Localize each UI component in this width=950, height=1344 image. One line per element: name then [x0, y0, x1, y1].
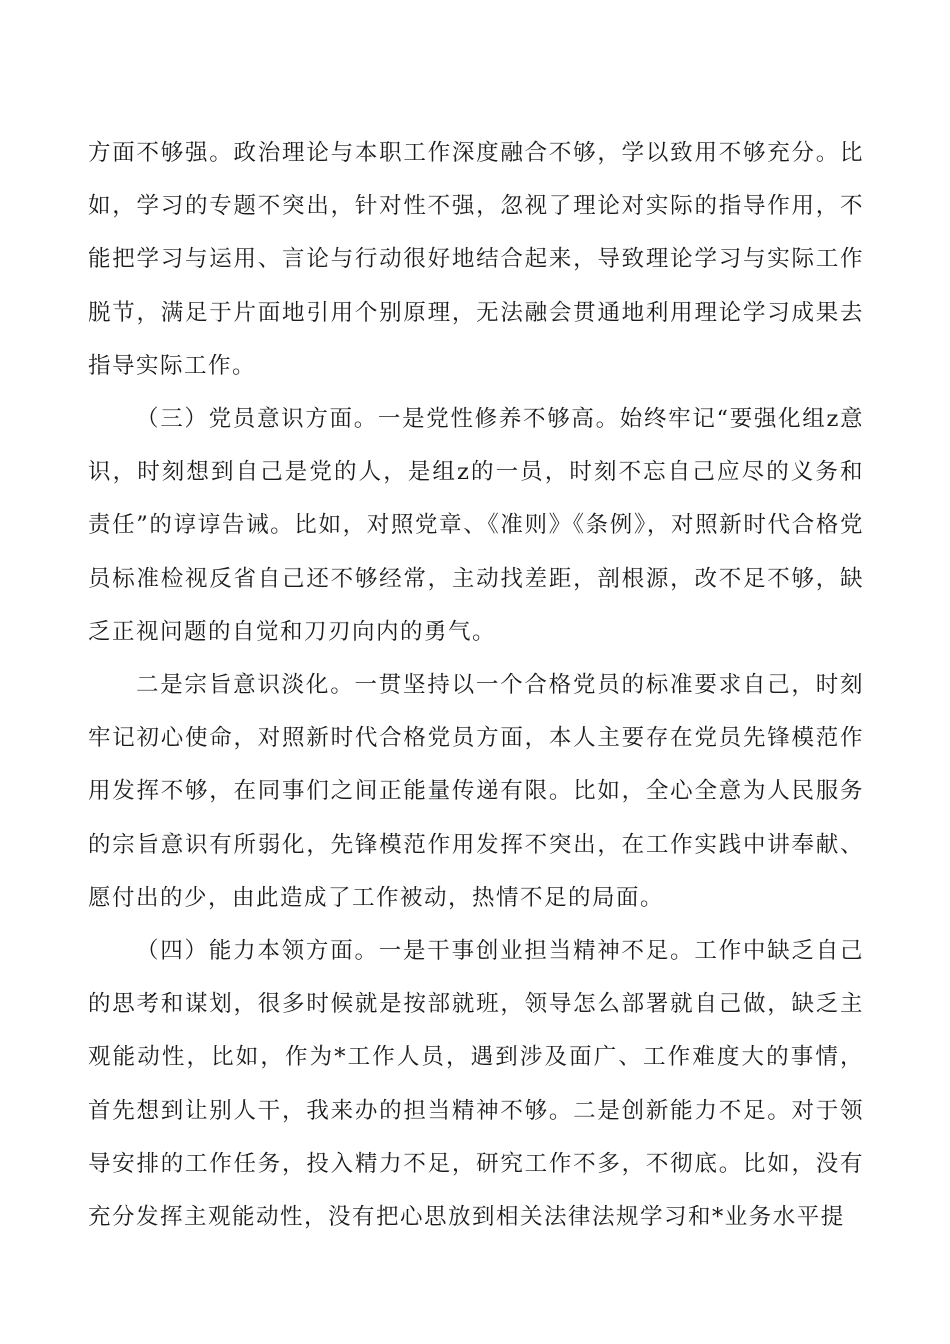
paragraph-purpose-awareness: 二是宗旨意识淡化。一贯坚持以一个合格党员的标准要求自己，时刻牢记初心使命，对照新时代合格党员方面，本人主要存在党员先锋模范作用发挥不够，在同事们之间正能量传递有限。比如，全心全意为人民服务的宗旨意识有所弱化，先锋模范作用发挥不突出，在工作实践中讲奉献、愿付出的少，由此造成了工作被动，热情不足的局面。 [88, 672, 864, 911]
document-body [88, 127, 864, 1244]
paragraph-party-awareness: （三）党员意识方面。一是党性修养不够高。始终牢记“要强化组z意识，时刻想到自己是党的人，是组z的一员，时刻不忘自己应尽的义务和责任”的谆谆告诫。比如，对照党章、《准则》《条例》，对照新时代合格党员标准检视反省自己还不够经常，主动找差距，剖根源，改不足不够，缺乏正视问题的自觉和刀刃向内的勇气。 [88, 406, 864, 645]
paragraph-ability: （四）能力本领方面。一是干事创业担当精神不足。工作中缺乏自己的思考和谋划，很多时候就是按部就班，领导怎么部署就自己做，缺乏主观能动性，比如，作为*工作人员，遇到涉及面广、工作难度大的事情，首先想到让别人干，我来办的担当精神不够。二是创新能力不足。对于领导安排的工作任务，投入精力不足，研究工作不多，不彻底。比如，没有充分发挥主观能动性，没有把心思放到相关法律法规学习和*业务水平提 [88, 938, 864, 1231]
paragraph-continuation: 方面不够强。政治理论与本职工作深度融合不够，学以致用不够充分。比如，学习的专题不突出，针对性不强，忽视了理论对实际的指导作用，不能把学习与运用、言论与行动很好地结合起来，导致理论学习与实际工作脱节，满足于片面地引用个别原理，无法融会贯通地利用理论学习成果去指导实际工作。 [88, 140, 864, 379]
